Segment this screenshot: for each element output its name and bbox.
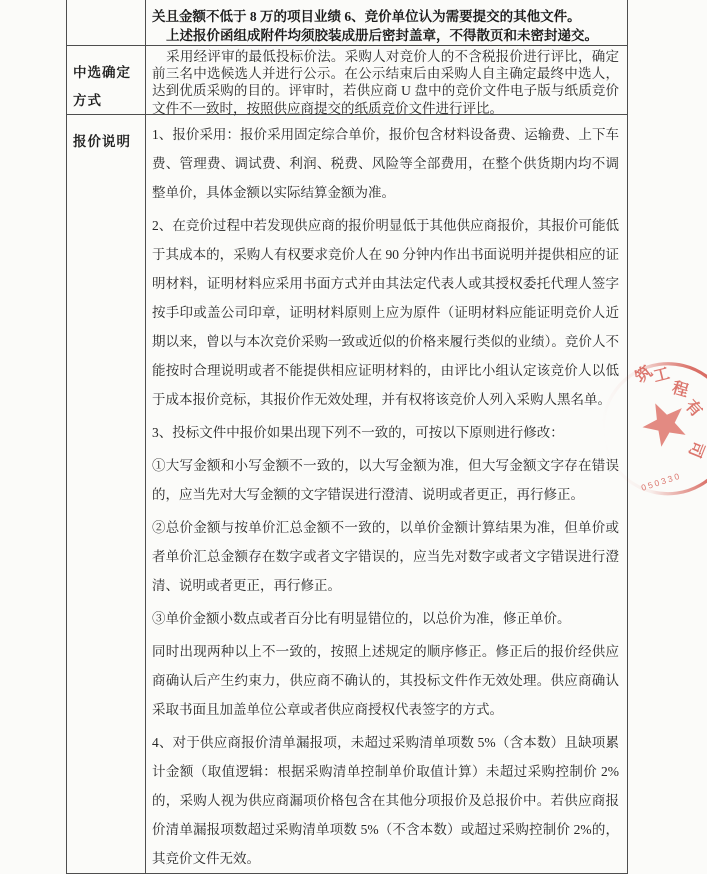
quote-notes-content: [146, 115, 628, 873]
paragraph-missing-items: 4、对于供应商报价清单漏报项，未超过采购清单项数 5%（含本数）且缺项累计金额（取值逻辑：根据采购清单控制单价取值计算）未超过采购控制价 2%的，采购人视为供应商漏项价格包含在其他分项报价及总报价中。若供应商报价清单漏报项数超过采购清单项数 5%（不含本数）或超过采购控制价 2%的，其竞价文件无效。: [152, 735, 619, 866]
seal-arc-char: 程: [670, 379, 691, 401]
row-label-empty: [66, 0, 146, 45]
table-row-selection-method: [66, 46, 628, 115]
paragraph-correction-order: 同时出现两种以上不一致的，按照上述规定的顺序修正。修正后的报价经供应商确认后产生约束力，供应商不确认的，其投标文件作无效处理。供应商确认采取书面且加盖单位公章或者供应商授权代表签字的方式。: [152, 644, 619, 717]
table-row-attachment-note: [66, 0, 628, 46]
paragraph-rule-3: ③单价金额小数点或者百分比有明显错位的，以总价为准，修正单价。: [152, 611, 571, 626]
table-row-quote-notes: [66, 115, 628, 874]
paragraph-pricing-basis: 1、报价采用：报价采用固定综合单价，报价包含材料设备费、运输费、上下车费、管理费、调试费、利润、税费、风险等全部费用，在整个供货期内均不调整单价，具体金额以实际结算金额为准。: [152, 127, 619, 200]
paragraph-rule-1: ①大写金额和小写金额不一致的，以大写金额为准，但大写金额文字存在错误的，应当先对大写金额的文字错误进行澄清、说明或者更正，再行修正。: [152, 458, 619, 502]
bid-document-table: [66, 0, 628, 866]
seal-arc-char: 司: [684, 438, 707, 460]
selection-method-text: 采用经评审的最低投标价法。采购人对竞价人的不含税报价进行评比，确定前三名中选候选人并进行公示。在公示结束后由采购人自主确定最终中选人，达到优质采购的目的。评审时，若供应商 U 盘中的竞价文件电子版与纸质竞价文件不一致时，按照供应商提交的纸质竞价文件进行评比。: [152, 49, 619, 116]
seal-number: 050330: [639, 470, 683, 493]
paragraph-rule-2: ②总价金额与按单价汇总金额不一致的，以单价金额计算结果为准，但单价或者单价汇总金额存在数字或者文字错误的，应当先对数字或者文字错误进行澄清、说明或者更正，再行修正。: [152, 520, 619, 593]
seal-arc-char: 工: [651, 365, 672, 386]
row-label-quote-notes: 报价说明: [66, 115, 146, 873]
paragraph-below-cost-bid: 2、在竞价过程中若发现供应商的报价明显低于其他供应商报价，其报价可能低于其成本的，采购人有权要求竞价人在 90 分钟内作出书面说明并提供相应的证明材料，证明材料应采用书面方式并由其法定代表人或其授权委托代理人签字按手印或盖公司印章，证明材料原则上应为原件（证明材料应能证明竞价人近期以来，曾以与本次竞价采购一致或近似的价格来履行类似的业绩）。竞价人不能按时合理说明或者不能提供相应证明材料的，由评比小组认定该竞价人以低于成本报价竞标，其报价作无效处理，并有权将该竞价人列入采购人黑名单。: [152, 218, 619, 407]
seal-arc-char: 筑: [632, 363, 656, 387]
attachment-note-line-2: 上述报价函组成附件均须胶装成册后密封盖章，不得散页和未密封递交。: [166, 28, 598, 43]
selection-method-content: [146, 46, 628, 114]
company-seal: [600, 343, 707, 513]
star-icon: [639, 400, 686, 449]
attachment-note-line-1: 关且金额不低于 8 万的项目业绩 6、竞价单位认为需要提交的其他文件。: [152, 9, 581, 24]
seal-arc-char: 有: [681, 397, 705, 421]
row-label-selection-method: 中选确定方式: [66, 46, 146, 114]
seal-group: [600, 351, 707, 503]
attachment-note-content: [146, 0, 628, 45]
paragraph-inconsistency-intro: 3、投标文件中报价如果出现下列不一致的，可按以下原则进行修改：: [152, 425, 564, 440]
